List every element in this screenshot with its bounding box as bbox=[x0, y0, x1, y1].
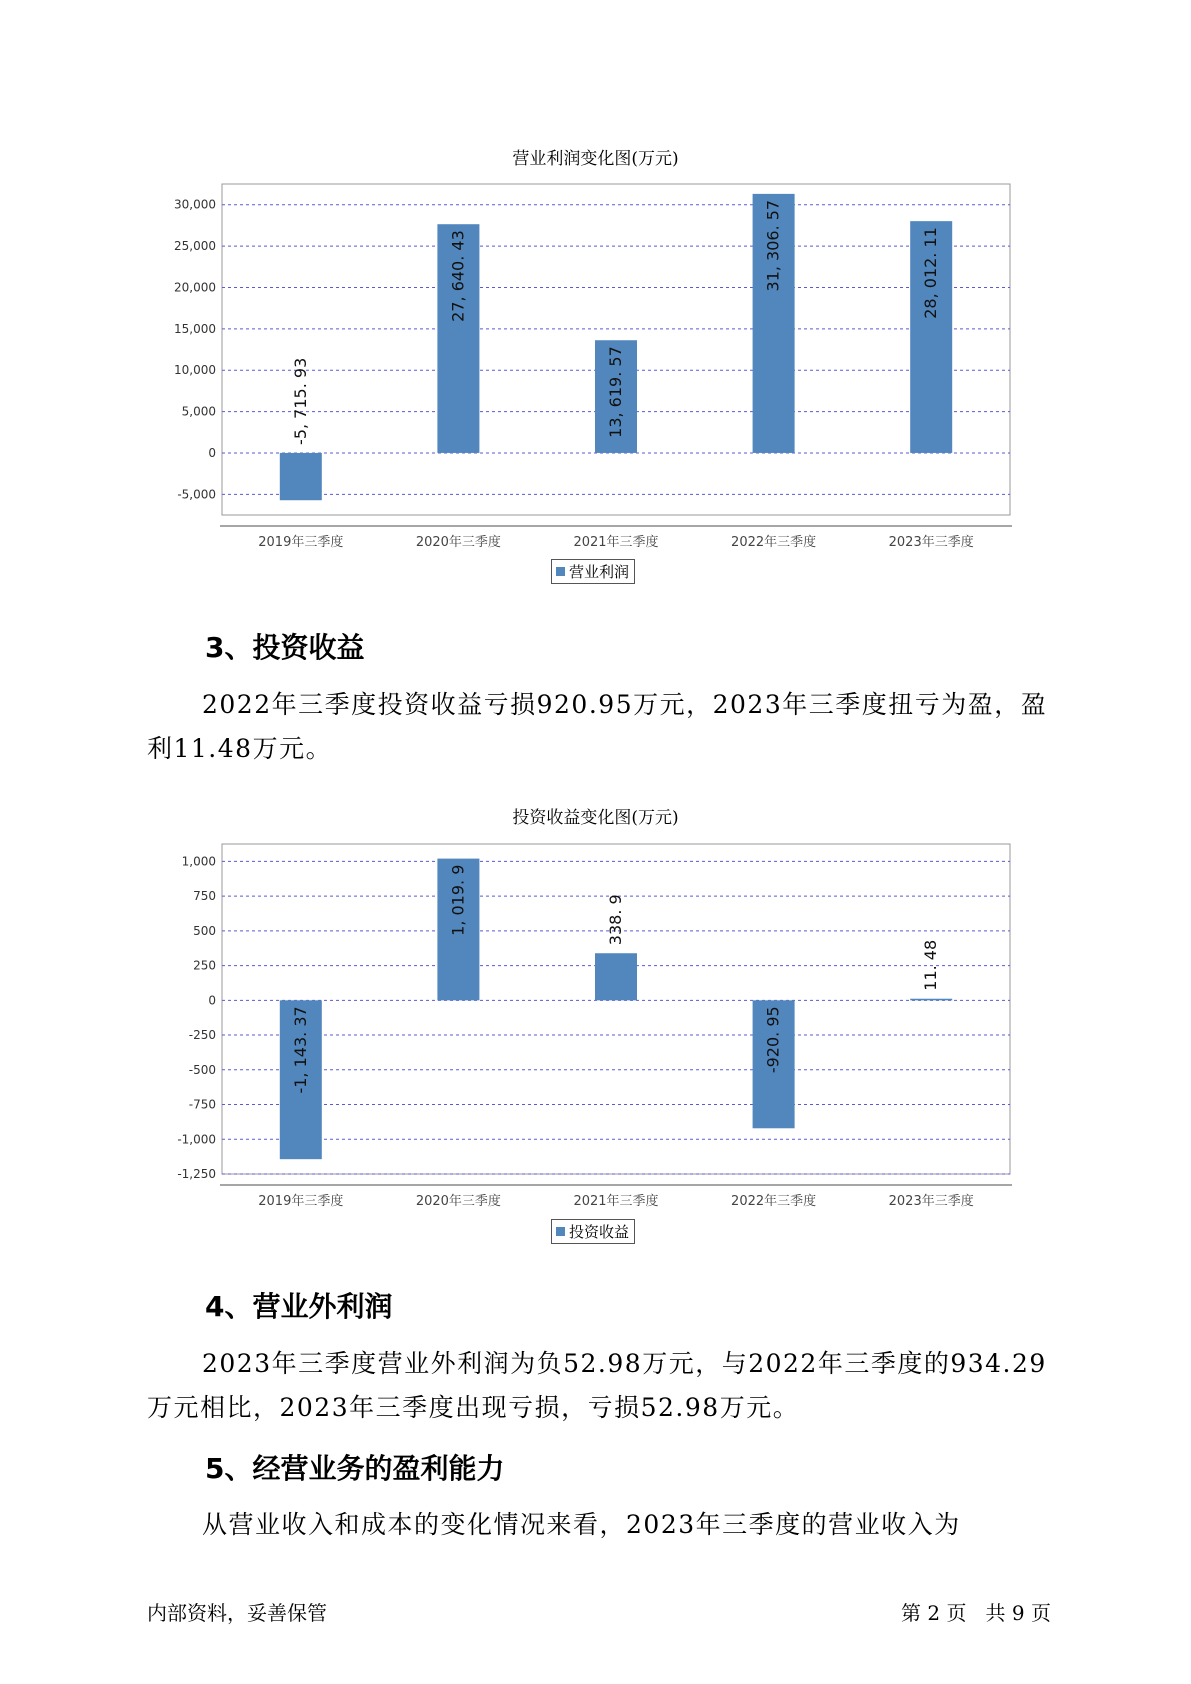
chart2-title: 投资收益变化图(万元) bbox=[512, 808, 679, 828]
plot-area bbox=[222, 844, 1010, 1174]
y-tick-label: -500 bbox=[188, 1062, 216, 1077]
bar-value-label: 13, 619. 57 bbox=[606, 346, 625, 438]
bar-value-label: 28, 012. 11 bbox=[921, 227, 941, 319]
x-tick-label: 2019年三季度 bbox=[258, 1194, 344, 1209]
x-tick-label: 2021年三季度 bbox=[573, 1194, 659, 1209]
investment-income-chart bbox=[0, 830, 1191, 1250]
section-4-paragraph: 2023年三季度营业外利润为负52.98万元，与2022年三季度的934.29万元相比，2023年三季度出现亏损，亏损52.98万元。 bbox=[147, 1349, 1047, 1422]
x-tick-label: 2022年三季度 bbox=[731, 1194, 817, 1209]
y-tick-label: 750 bbox=[193, 889, 216, 904]
y-tick-label: 25,000 bbox=[174, 239, 216, 254]
bar bbox=[280, 453, 322, 500]
section-5-heading: 5、经营业务的盈利能力 bbox=[205, 1452, 505, 1485]
section-5-paragraph: 从营业收入和成本的变化情况来看，2023年三季度的营业收入为 bbox=[202, 1510, 961, 1539]
x-tick-label: 2020年三季度 bbox=[415, 535, 501, 550]
y-tick-label: 0 bbox=[208, 445, 216, 460]
bar-value-label: 27, 640. 43 bbox=[448, 230, 468, 322]
operating-profit-chart bbox=[0, 170, 1191, 590]
x-tick-label: 2022年三季度 bbox=[731, 535, 817, 550]
bar-value-label: 1, 019. 9 bbox=[448, 864, 468, 936]
y-tick-label: -750 bbox=[188, 1097, 216, 1112]
x-tick-label: 2021年三季度 bbox=[573, 535, 659, 550]
x-tick-label: 2023年三季度 bbox=[888, 535, 974, 550]
chart1-title: 营业利润变化图(万元) bbox=[512, 149, 679, 169]
bar-value-label: 11. 48 bbox=[921, 939, 941, 991]
y-tick-label: 20,000 bbox=[174, 280, 216, 295]
section-4-heading: 4、营业外利润 bbox=[205, 1290, 393, 1323]
chart2-legend bbox=[551, 1219, 635, 1244]
legend-swatch bbox=[556, 567, 565, 576]
chart1-legend-label: 营业利润 bbox=[569, 563, 630, 581]
bar bbox=[910, 999, 952, 1001]
section-3-paragraph: 2022年三季度投资收益亏损920.95万元，2023年三季度扭亏为盈，盈利11.48万元。 bbox=[147, 690, 1048, 763]
chart2-legend-label: 投资收益 bbox=[569, 1223, 630, 1241]
bar bbox=[595, 953, 637, 1000]
y-tick-label: 500 bbox=[193, 923, 216, 938]
legend-swatch bbox=[556, 1227, 565, 1236]
x-tick-label: 2020年三季度 bbox=[415, 1194, 501, 1209]
section-3-heading: 3、投资收益 bbox=[205, 631, 365, 664]
bar-value-label: -1, 143. 37 bbox=[290, 1006, 310, 1094]
y-tick-label: -1,000 bbox=[177, 1132, 216, 1147]
y-tick-label: -1,250 bbox=[177, 1167, 216, 1181]
bar-value-label: -920. 95 bbox=[763, 1006, 783, 1074]
x-tick-label: 2023年三季度 bbox=[888, 1194, 974, 1209]
y-tick-label: 15,000 bbox=[174, 321, 216, 336]
y-tick-label: 30,000 bbox=[174, 197, 216, 212]
footer-page-number: 第 2 页 共 9 页 bbox=[901, 1601, 1051, 1625]
footer-left: 内部资料，妥善保管 bbox=[147, 1601, 327, 1625]
y-tick-label: 250 bbox=[193, 958, 216, 973]
y-tick-label: 0 bbox=[208, 993, 216, 1008]
y-tick-label: 1,000 bbox=[181, 854, 216, 869]
y-tick-label: -5,000 bbox=[177, 487, 216, 502]
y-tick-label: 10,000 bbox=[174, 363, 216, 378]
bar-value-label: 338. 9 bbox=[606, 894, 625, 946]
x-tick-label: 2019年三季度 bbox=[258, 535, 344, 550]
bar-value-label: -5, 715. 93 bbox=[290, 357, 310, 445]
chart1-legend bbox=[551, 559, 635, 584]
y-tick-label: -250 bbox=[188, 1028, 216, 1043]
bar-value-label: 31, 306. 57 bbox=[763, 199, 783, 292]
y-tick-label: 5,000 bbox=[181, 404, 216, 419]
